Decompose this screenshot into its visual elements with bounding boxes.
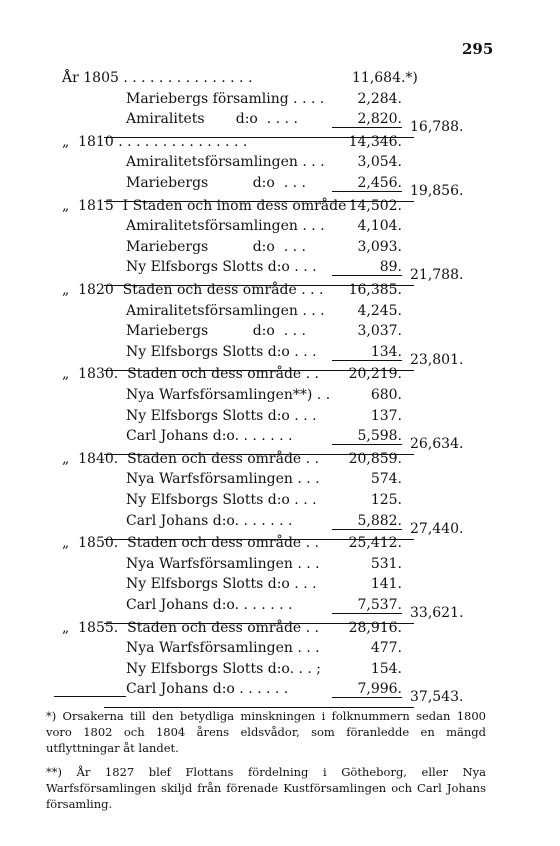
row-value: 125. — [370, 492, 402, 508]
row-total: 37,543. — [410, 689, 464, 706]
section-divider — [104, 370, 414, 371]
row-label: Carl Johans d:o. . . . . . . — [126, 512, 293, 529]
row-label: Mariebergs d:o . . . — [126, 175, 306, 191]
row-total: 21,788. — [410, 267, 464, 284]
row-label: Ny Elfsborgs Slotts d:o . . . — [126, 407, 317, 424]
row-value: 11,684.*) — [352, 70, 418, 86]
row-value: 4,104. — [357, 218, 402, 235]
row-label: Amiralitets d:o . . . . — [126, 111, 298, 128]
row-value: 14,346. — [348, 133, 402, 150]
row-label: Carl Johans d:o. . . . . . . — [126, 597, 293, 613]
row-total: 26,634. — [410, 436, 464, 453]
row-value: 134. — [332, 344, 402, 361]
row-value: 7,537. — [332, 597, 402, 614]
row-label: Carl Johans d:o. . . . . . . — [126, 428, 293, 445]
row-label: Mariebergs församling . . . . — [126, 90, 325, 107]
row-label: „ 1850. Staden och dess område . . — [62, 535, 320, 552]
row-value: 3,037. — [357, 323, 402, 340]
row-label: Ny Elfsborgs Slotts d:o. . . ; — [126, 660, 322, 677]
row-total: 27,440. — [410, 520, 464, 537]
row-total: 23,801. — [410, 351, 464, 368]
row-value: 28,916. — [348, 619, 402, 636]
row-total: 19,856. — [410, 183, 464, 199]
row-label: Mariebergs d:o . . . — [126, 323, 306, 340]
row-value: 16,385. — [348, 282, 402, 298]
row-label: Amiralitetsförsamlingen . . . — [126, 302, 325, 319]
row-value: 5,598. — [332, 428, 402, 445]
row-value: 89. — [332, 259, 402, 276]
row-value: 7,996. — [332, 681, 402, 698]
row-label: Ny Elfsborgs Slotts d:o . . . — [126, 576, 317, 593]
row-label: Nya Warfsförsamlingen . . . — [126, 640, 320, 657]
row-value: 680. — [370, 387, 402, 403]
row-label: Mariebergs d:o . . . — [126, 238, 306, 255]
section-divider — [104, 539, 414, 540]
row-label: „ 1820 Staden och dess område . . . — [62, 282, 324, 298]
row-label: „ 1855. Staden och dess område . . — [62, 619, 320, 636]
row-label: Nya Warfsförsamlingen . . . — [126, 555, 320, 572]
section-divider — [104, 137, 414, 138]
row-label: „ 1830. Staden och dess område . . — [62, 366, 320, 383]
page-number: 295 — [462, 40, 494, 58]
row-value: 137. — [370, 407, 402, 424]
row-label: Nya Warfsförsamlingen**) . . — [126, 387, 331, 403]
row-label: Ny Elfsborgs Slotts d:o . . . — [126, 492, 317, 508]
section-divider — [104, 201, 414, 202]
row-value: 3,093. — [357, 238, 402, 255]
footnote-rule — [54, 696, 126, 697]
row-label: „ 1840. Staden och dess område . . — [62, 450, 320, 467]
row-value: 5,882. — [332, 513, 402, 530]
footnote-2: **) År 1827 blef Flottans fördelning i Götheborg, eller Nya Warfsförsamlingen skiljd från förenade Kustförsamlingen och Carl Johans församling. — [46, 765, 486, 811]
row-label: „ 1810 . . . . . . . . . . . . . . . — [62, 133, 248, 150]
row-value: 4,245. — [357, 302, 402, 319]
row-label: Nya Warfsförsamlingen . . . — [126, 471, 320, 488]
section-divider — [104, 454, 414, 455]
row-value: 2,284. — [357, 90, 402, 107]
row-value: 154. — [370, 660, 402, 677]
row-value: 477. — [370, 640, 402, 657]
row-value: 2,456. — [332, 175, 402, 192]
row-value: 3,054. — [357, 154, 402, 171]
row-value: 531. — [370, 555, 402, 572]
row-value: 20,219. — [348, 366, 402, 383]
row-value: 20,859. — [348, 450, 402, 467]
row-value: 14,502. — [348, 197, 402, 214]
section-divider — [104, 623, 414, 624]
row-label: Carl Johans d:o . . . . . . — [126, 681, 289, 698]
footnote-1: *) Orsakerna till den betydliga minskningen i folknummern sedan 1800 voro 1802 och 1804 årens eldsvådor, som föranledde en mängd utflyttningar åt landet. — [46, 709, 486, 755]
section-divider — [104, 285, 414, 286]
row-total: 33,621. — [410, 605, 464, 621]
row-total: 16,788. — [410, 119, 464, 136]
row-label: Amiralitetsförsamlingen . . . — [126, 154, 325, 171]
row-label: År 1805 . . . . . . . . . . . . . . . — [62, 70, 253, 86]
row-value: 25,412. — [348, 535, 402, 552]
row-value: 141. — [370, 576, 402, 593]
row-label: Ny Elfsborgs Slotts d:o . . . — [126, 259, 317, 276]
row-value: 574. — [370, 471, 402, 488]
row-label: Ny Elfsborgs Slotts d:o . . . — [126, 343, 317, 360]
row-label: „ 1815 I Staden och inom dess område — [62, 197, 347, 214]
row-value: 2,820. — [332, 111, 402, 128]
row-label: Amiralitetsförsamlingen . . . — [126, 218, 325, 235]
